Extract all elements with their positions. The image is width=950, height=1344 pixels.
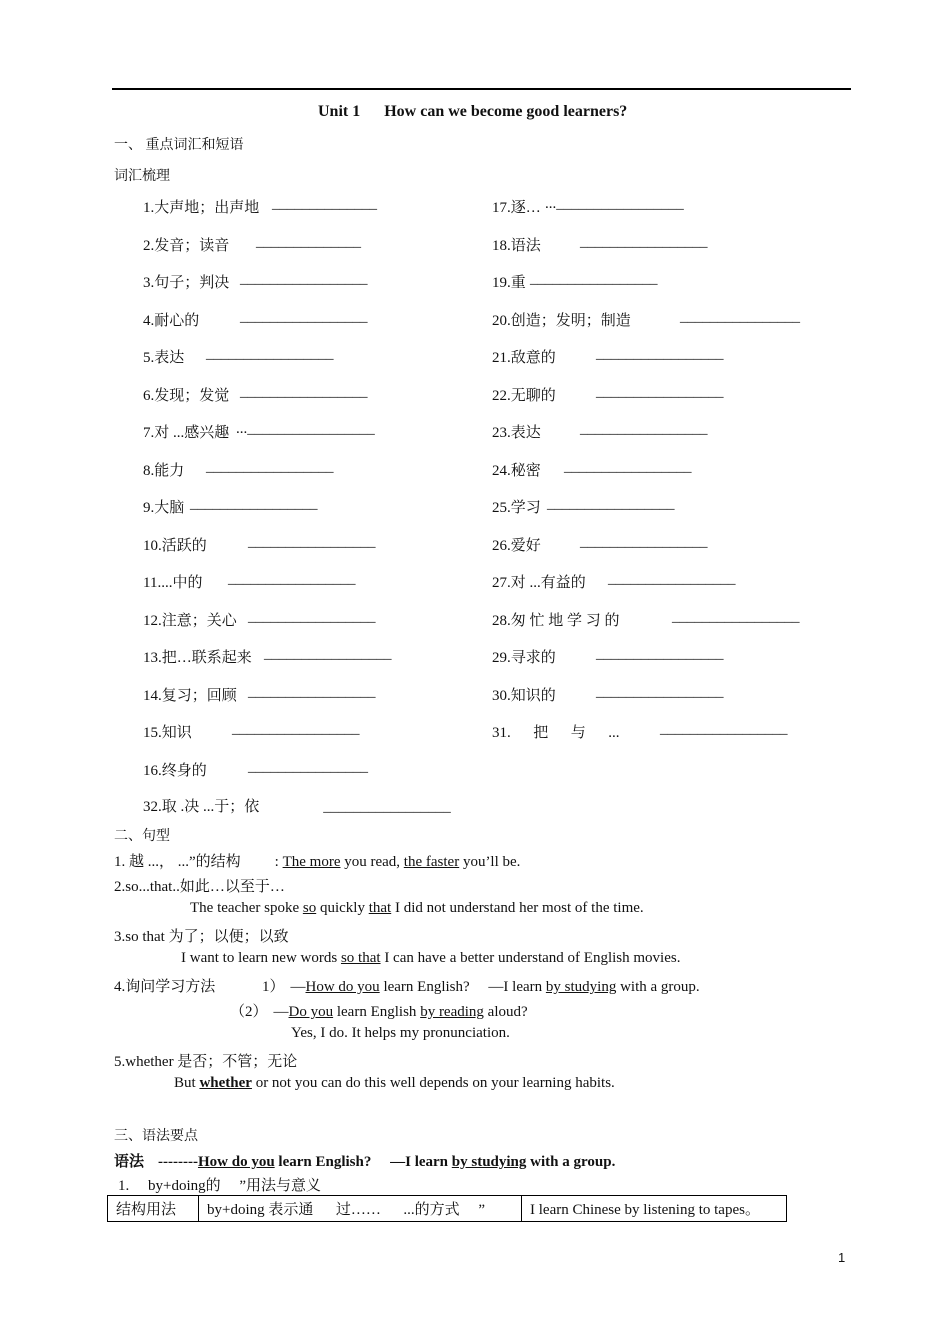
vocab-item-label: 12.注意；关心 xyxy=(143,612,237,629)
vocab-answer-blank[interactable]: _________________ xyxy=(580,533,708,550)
vocab-item-label: 23.表达 xyxy=(492,425,541,441)
vocab-answer-blank[interactable]: ..._________________ xyxy=(545,196,684,212)
vocab-answer-blank[interactable]: ________________ xyxy=(248,758,368,775)
vocab-answer-blank[interactable]: _________________ xyxy=(596,346,724,362)
grammar-table xyxy=(107,1195,787,1222)
vocab-answer-blank[interactable]: _________________ xyxy=(206,458,334,475)
vocab-item-label: 15.知识 xyxy=(143,725,192,741)
vocab-item-label: 26.爱好 xyxy=(492,537,541,554)
vocab-item-label: 14.复习；回顾 xyxy=(143,687,237,704)
vocab-answer-blank[interactable]: ________________ xyxy=(680,308,800,325)
vocab-item-label: 20.创造；发明；制造 xyxy=(492,312,631,329)
section-1-heading: 一、 重点词汇和短语 xyxy=(114,138,244,153)
table-cell-example: I learn Chinese by listening to tapes。 xyxy=(522,1196,787,1222)
vocab-answer-blank[interactable]: _________________ xyxy=(564,458,692,475)
pattern-2-intro: 2.so...that..如此…以至于… xyxy=(114,879,285,895)
vocab-answer-blank[interactable]: _________________ xyxy=(580,233,708,250)
vocab-item-label: 17.逐… xyxy=(492,200,541,216)
pattern-4-intro: 4.询问学习方法 xyxy=(114,979,216,995)
vocab-answer-blank[interactable]: ______________ xyxy=(272,196,377,212)
section-2-heading: 二、句型 xyxy=(114,829,170,844)
vocab-item-label: 8.能力 xyxy=(143,462,185,479)
pattern-4-example-2: （2） —Do you learn English by reading aloud? xyxy=(230,1004,528,1020)
vocab-answer-blank[interactable]: _________________ xyxy=(530,271,658,287)
pattern-5-intro: 5.whether 是否；不管；无论 xyxy=(114,1054,298,1070)
vocab-item-label: 5.表达 xyxy=(143,350,185,366)
vocab-item-label: 30.知识的 xyxy=(492,687,556,704)
vocab-item-32: 32.取 .决 ...于；依 _________________ xyxy=(143,799,451,815)
pattern-3-example: I want to learn new words so that I can have a better understand of English movies. xyxy=(181,950,681,966)
vocab-item-label: 6.发现；发觉 xyxy=(143,387,230,404)
vocab-answer-blank[interactable]: ______________ xyxy=(256,233,361,250)
section-3-heading: 三、语法要点 xyxy=(114,1129,198,1144)
pattern-2-example: The teacher spoke so quickly that I did not understand her most of the time. xyxy=(190,900,644,916)
grammar-example: 语法 --------How do you learn English? —I learn by studying with a group. xyxy=(114,1154,616,1170)
vocab-item-label: 28.匆 忙 地 学 习 的 xyxy=(492,612,620,629)
table-row xyxy=(108,1196,787,1222)
vocab-item-label: 2.发音；读音 xyxy=(143,237,230,254)
table-cell-usage: by+doing 表示通 过…… ...的方式 ” xyxy=(199,1196,522,1222)
vocab-answer-blank[interactable]: _________________ xyxy=(248,533,376,550)
vocab-answer-blank[interactable]: _________________ xyxy=(596,646,724,662)
page-title: Unit 1 How can we become good learners? xyxy=(318,103,628,120)
grammar-subheading: 1. by+doing的 ”用法与意义 xyxy=(118,1178,322,1194)
pattern-3-intro: 3.so that 为了；以便；以致 xyxy=(114,929,289,945)
vocab-answer-blank[interactable]: _________________ xyxy=(580,421,708,437)
vocab-item-label: 22.无聊的 xyxy=(492,387,556,404)
vocab-item-label: 1.大声地；出声地 xyxy=(143,200,260,216)
pattern-4-example-1: 1） —How do you learn English? —I learn by studying with a group. xyxy=(262,979,700,995)
vocab-item-label: 31. 把 与 ... xyxy=(492,725,620,741)
table-cell-structure: 结构用法 xyxy=(108,1196,199,1222)
pattern-5-example: But whether or not you can do this well depends on your learning habits. xyxy=(174,1075,615,1091)
vocab-answer-blank[interactable]: _________________ xyxy=(248,683,376,700)
vocab-item-label: 9.大脑 xyxy=(143,500,185,516)
vocab-answer-blank[interactable]: _________________ xyxy=(232,721,360,737)
vocab-item-label: 25.学习 xyxy=(492,500,541,516)
vocab-answer-blank[interactable]: _________________ xyxy=(660,721,788,737)
vocab-item-label: 24.秘密 xyxy=(492,462,541,479)
vocab-item-label: 11....中的 xyxy=(143,575,203,591)
vocab-answer-blank[interactable]: _________________ xyxy=(206,346,334,362)
vocab-subheading: 词汇梳理 xyxy=(114,169,170,184)
page-number: 1 xyxy=(838,1250,846,1265)
vocab-item-label: 18.语法 xyxy=(492,237,541,254)
vocab-item-label: 10.活跃的 xyxy=(143,537,207,554)
vocab-answer-blank[interactable]: _________________ xyxy=(596,383,724,400)
vocab-item-label: 4.耐心的 xyxy=(143,312,200,329)
pattern-4-answer: Yes, I do. It helps my pronunciation. xyxy=(291,1025,510,1041)
vocab-item-label: 27.对 ...有益的 xyxy=(492,575,586,591)
vocab-answer-blank[interactable]: _________________ xyxy=(228,571,356,587)
vocab-item-label: 29.寻求的 xyxy=(492,650,556,666)
vocab-answer-blank[interactable]: _________________ xyxy=(547,496,675,512)
vocab-answer-blank[interactable]: _________________ xyxy=(596,683,724,700)
vocab-answer-blank[interactable]: _________________ xyxy=(240,308,368,325)
vocab-item-label: 3.句子；判决 xyxy=(143,275,230,291)
pattern-1: 1. 越 ...， ...”的结构 : The more you read, the faster you’ll be. xyxy=(114,854,521,870)
vocab-answer-blank[interactable]: _________________ xyxy=(240,383,368,400)
vocab-answer-blank[interactable]: _________________ xyxy=(248,608,376,625)
vocab-answer-blank[interactable]: _________________ xyxy=(608,571,736,587)
vocab-item-label: 19.重 xyxy=(492,275,526,291)
vocab-answer-blank[interactable]: _________________ xyxy=(190,496,318,512)
vocab-answer-blank[interactable]: _________________ xyxy=(264,646,392,662)
vocab-answer-blank[interactable]: ..._________________ xyxy=(236,421,375,437)
vocab-answer-blank[interactable]: _________________ xyxy=(672,608,800,625)
vocab-answer-blank[interactable]: _________________ xyxy=(240,271,368,287)
vocab-item-label: 7.对 ...感兴趣 xyxy=(143,425,230,441)
top-rule xyxy=(112,88,851,90)
vocab-item-label: 21.敌意的 xyxy=(492,350,556,366)
vocab-item-label: 13.把…联系起来 xyxy=(143,650,252,666)
vocab-item-label: 16.终身的 xyxy=(143,762,207,779)
